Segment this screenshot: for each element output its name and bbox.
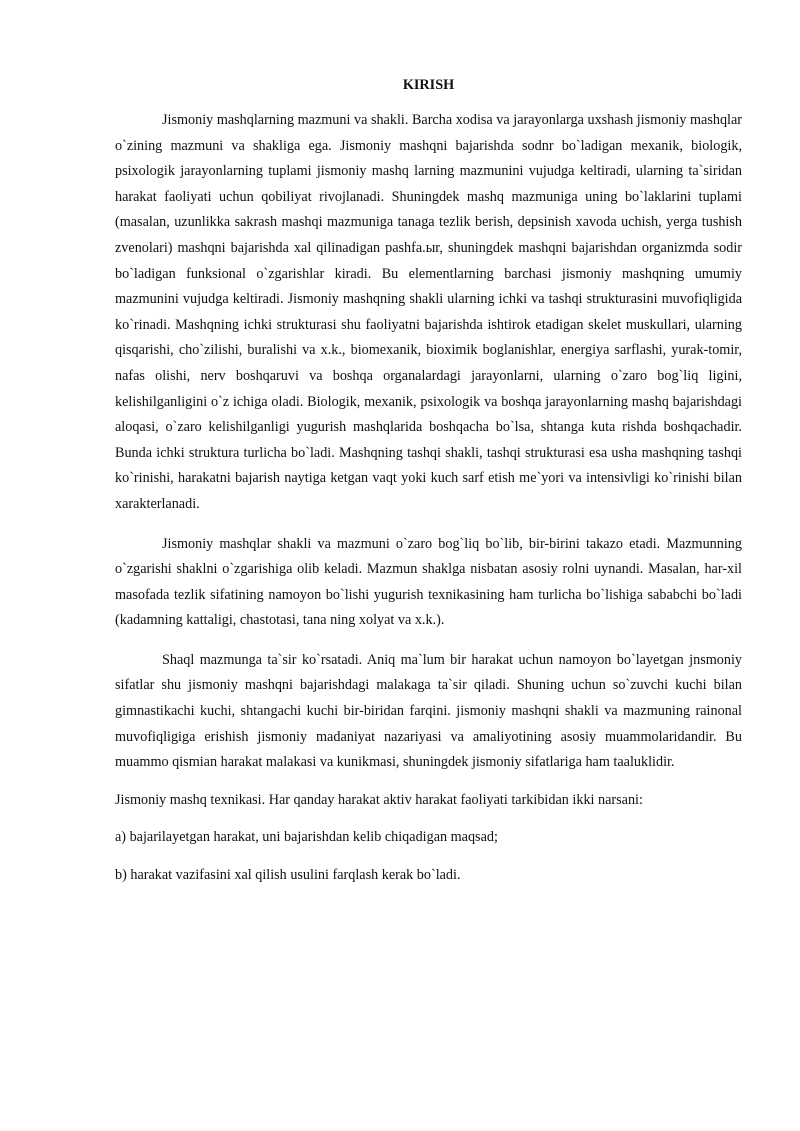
paragraph-form-influence: Shaql mazmunga ta`sir ko`rsatadi. Aniq ma`lum bir harakat uchun namoyon bo`layetgan jnsmoniy sifatlar shu jismoniy mashqni bajarishdagi malakaga ta`sir qiladi. Shuning uchun so`zuvchi kuchi bilan gimnastikachi kuchi, shtangachi kuchi bir-biridan farqini. jismoniy mashqni shakli va mazmuning rainonal muvofiqligiga erishish jismoniy madaniyat nazariyasi va amaliyotining asosiy muammolaridandir. Bu muammo qismian harakat malakasi va kunikmasi, shuningdek jismoniy sifatlariga ham taaluklidir.: [115, 651, 742, 771]
paragraph-interrelation: Jismoniy mashqlar shakli va mazmuni o`zaro bog`liq bo`lib, bir-birini takazo etadi. Mazmunning o`zgarishi shaklni o`zgarishiga olib keladi. Mazmun shaklga nisbatan asosiy rolni uynandi. Masalan, har-xil masofada tezlik sifatining namoyon bo`lishi yugurish texnikasining ham turlicha bo`lishiga sababchi bo`ladi (kadamning kattaligi, chastotasi, tana ning xolyat va x.k.).: [115, 535, 742, 629]
list-item-a: a) bajarilayetgan harakat, uni bajarishdan kelib chiqadigan maqsad;: [115, 829, 498, 846]
list-item-b: b) harakat vazifasini xal qilish usulini farqlash kerak bo`ladi.: [115, 867, 461, 884]
paragraph-technique-intro: Jismoniy mashq texnikasi. Har qanday harakat aktiv harakat faoliyati tarkibidan ikki narsani:: [115, 791, 643, 808]
page-title: KIRISH: [402, 77, 455, 93]
paragraph-content-and-form: Jismoniy mashqlarning mazmuni va shakli. Barcha xodisa va jarayonlarga uxshash jismoniy mashqlar o`zining mazmuni va shakliga ega. Jismoniy mashqni bajarishda sodnr bo`ladigan mexanik, biologik, psixologik jarayonlarning tuplami jismoniy mashq larning mazmunini vujudga keltiradi, ularning ta`siridan harakat faoliyati uchun qobiliyat rivojlanadi. Shuningdek mashq mazmuniga uning bo`laklarini tuplami (masalan, uzunlikka sakrash mashqi mazmuniga tanaga tezlik berish, depsinish xavoda uchish, yerga tushish zvenolari) mashqni bajarishda xal qilinadigan pashfa.ыr, shuningdek mashqni bajarishdan organizmda sodir bo`ladigan funksional o`zgarishlar kiradi. Bu elementlarning barchasi jismoniy mashqning umumiy mazmunini vujudga keltiradi. Jismoniy mashqning shakli ularning ichki va tashqi strukturasini muvofiqligida ko`rinadi. Mashqning ichki strukturasi shu faoliyatni bajarishda ishtirok etadigan skelet muskullari, ularning qisqarishi, cho`zilishi, buralishi va x.k., biomexanik, bioximik boglanishlar, energiya sarflashi, yurak-tomir, nafas olishi, nerv boshqaruvi va boshqa organalardagi jarayonlarni, ularning o`zaro bog`liq ligini, kelishilganligini o`z ichiga oladi. Biologik, mexanik, psixologik va boshqa jarayonlarning mashq bajarishdagi aloqasi, o`zaro kelishilganligi yugurish mashqlarida boshqacha bo`lsa, shtanga kuta rishda boshqachadir. Bunda ichki struktura turlicha bo`ladi. Mashqning tashqi shakli, tashqi strukturasi esa usha mashqning tashqi ko`rinishi, harakatni bajarish naytiga ketgan vaqt yoki kuch sarf etish me`yori va intensivligi ko`rinishi bilan xarakterlanadi.: [115, 112, 742, 512]
